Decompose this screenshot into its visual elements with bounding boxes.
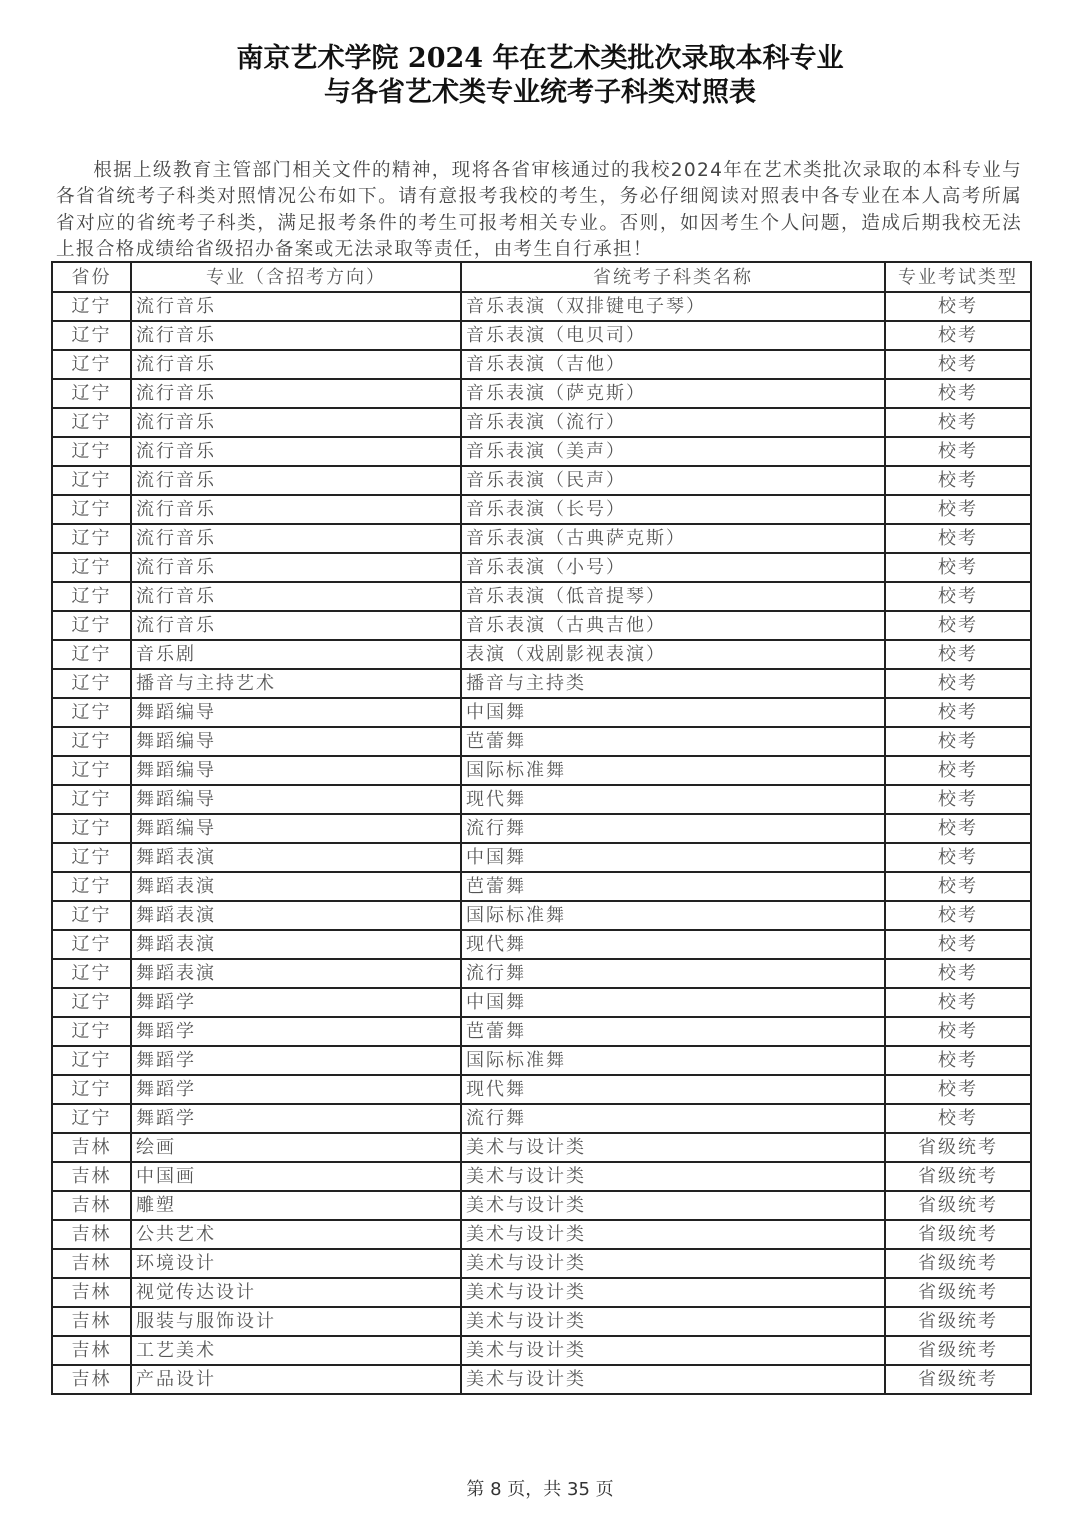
cell-exam-type: 校考 xyxy=(885,524,1031,553)
cell-major: 工艺美术 xyxy=(131,1336,461,1365)
cell-major: 舞蹈学 xyxy=(131,1046,461,1075)
cell-exam-type: 省级统考 xyxy=(885,1249,1031,1278)
cell-subject: 国际标准舞 xyxy=(461,901,885,930)
cell-province: 辽宁 xyxy=(52,1104,131,1133)
cell-exam-type: 校考 xyxy=(885,959,1031,988)
cell-major: 舞蹈表演 xyxy=(131,843,461,872)
cell-subject: 音乐表演（美声） xyxy=(461,437,885,466)
cell-subject: 音乐表演（电贝司） xyxy=(461,321,885,350)
cell-province: 吉林 xyxy=(52,1162,131,1191)
table-row xyxy=(52,379,1031,408)
cell-exam-type: 校考 xyxy=(885,698,1031,727)
cell-subject: 国际标准舞 xyxy=(461,1046,885,1075)
cell-exam-type: 省级统考 xyxy=(885,1162,1031,1191)
cell-province: 辽宁 xyxy=(52,582,131,611)
cell-exam-type: 校考 xyxy=(885,553,1031,582)
cell-exam-type: 校考 xyxy=(885,466,1031,495)
document-title-line-2: 与各省艺术类专业统考子科类对照表 xyxy=(324,77,756,108)
cell-major: 流行音乐 xyxy=(131,466,461,495)
table-row xyxy=(52,1162,1031,1191)
cell-province: 辽宁 xyxy=(52,930,131,959)
cell-exam-type: 校考 xyxy=(885,1017,1031,1046)
table-row xyxy=(52,1336,1031,1365)
table-row xyxy=(52,640,1031,669)
cell-major: 流行音乐 xyxy=(131,524,461,553)
cell-major: 流行音乐 xyxy=(131,582,461,611)
table-row xyxy=(52,350,1031,379)
cell-province: 辽宁 xyxy=(52,292,131,321)
cell-major: 舞蹈编导 xyxy=(131,785,461,814)
cell-subject: 音乐表演（民声） xyxy=(461,466,885,495)
table-row xyxy=(52,1133,1031,1162)
cell-province: 辽宁 xyxy=(52,901,131,930)
table-row xyxy=(52,756,1031,785)
cell-major: 舞蹈编导 xyxy=(131,698,461,727)
cell-exam-type: 校考 xyxy=(885,437,1031,466)
intro-paragraph: 根据上级教育主管部门相关文件的精神，现将各省审核通过的我校2024年在艺术类批次录取的本科专业与各省省统考子科类对照情况公布如下。请有意报考我校的考生，务必仔细阅读对照表中各专业在本人高考所属省对应的省统考子科类，满足报考条件的考生可报考相关专业。否则，如因考生个人问题，造成后期我校无法上报合格成绩给省级招办备案或无法录取等责任，由考生自行承担！ xyxy=(56,159,1022,261)
cell-major: 流行音乐 xyxy=(131,611,461,640)
cell-exam-type: 校考 xyxy=(885,408,1031,437)
cell-subject: 中国舞 xyxy=(461,843,885,872)
cell-subject: 美术与设计类 xyxy=(461,1249,885,1278)
cell-exam-type: 校考 xyxy=(885,321,1031,350)
cell-province: 辽宁 xyxy=(52,495,131,524)
cell-province: 辽宁 xyxy=(52,785,131,814)
cell-subject: 芭蕾舞 xyxy=(461,727,885,756)
table-row xyxy=(52,524,1031,553)
cell-subject: 音乐表演（小号） xyxy=(461,553,885,582)
table-body xyxy=(52,292,1031,1394)
cell-subject: 流行舞 xyxy=(461,959,885,988)
cell-subject: 播音与主持类 xyxy=(461,669,885,698)
cell-major: 流行音乐 xyxy=(131,437,461,466)
table-row xyxy=(52,785,1031,814)
cell-subject: 美术与设计类 xyxy=(461,1307,885,1336)
cell-major: 舞蹈学 xyxy=(131,1075,461,1104)
cell-exam-type: 校考 xyxy=(885,379,1031,408)
cell-province: 辽宁 xyxy=(52,814,131,843)
cell-province: 辽宁 xyxy=(52,843,131,872)
header-exam-type: 专业考试类型 xyxy=(885,262,1031,292)
cell-province: 辽宁 xyxy=(52,408,131,437)
cell-exam-type: 校考 xyxy=(885,872,1031,901)
cell-subject: 芭蕾舞 xyxy=(461,1017,885,1046)
cell-exam-type: 校考 xyxy=(885,843,1031,872)
cell-subject: 现代舞 xyxy=(461,785,885,814)
cell-exam-type: 校考 xyxy=(885,814,1031,843)
table-row xyxy=(52,872,1031,901)
cell-exam-type: 校考 xyxy=(885,1104,1031,1133)
cell-major: 产品设计 xyxy=(131,1365,461,1394)
cell-subject: 音乐表演（吉他） xyxy=(461,350,885,379)
cell-subject: 国际标准舞 xyxy=(461,756,885,785)
cell-exam-type: 校考 xyxy=(885,785,1031,814)
cell-exam-type: 校考 xyxy=(885,1075,1031,1104)
cell-province: 辽宁 xyxy=(52,988,131,1017)
cell-subject: 音乐表演（萨克斯） xyxy=(461,379,885,408)
cell-subject: 现代舞 xyxy=(461,1075,885,1104)
cell-subject: 美术与设计类 xyxy=(461,1336,885,1365)
cell-major: 舞蹈编导 xyxy=(131,814,461,843)
cell-province: 辽宁 xyxy=(52,466,131,495)
table-row xyxy=(52,959,1031,988)
cell-exam-type: 省级统考 xyxy=(885,1278,1031,1307)
table-row xyxy=(52,1075,1031,1104)
table-row xyxy=(52,727,1031,756)
table-row xyxy=(52,814,1031,843)
table-row xyxy=(52,1249,1031,1278)
cell-major: 视觉传达设计 xyxy=(131,1278,461,1307)
cell-exam-type: 校考 xyxy=(885,640,1031,669)
cell-subject: 中国舞 xyxy=(461,698,885,727)
cell-major: 舞蹈学 xyxy=(131,1017,461,1046)
cell-exam-type: 校考 xyxy=(885,1046,1031,1075)
cell-province: 吉林 xyxy=(52,1307,131,1336)
cell-subject: 音乐表演（低音提琴） xyxy=(461,582,885,611)
cell-province: 吉林 xyxy=(52,1365,131,1394)
cell-province: 辽宁 xyxy=(52,350,131,379)
cell-province: 辽宁 xyxy=(52,872,131,901)
cell-major: 雕塑 xyxy=(131,1191,461,1220)
header-province: 省份 xyxy=(52,262,131,292)
header-major: 专业（含招考方向） xyxy=(131,262,461,292)
cell-major: 公共艺术 xyxy=(131,1220,461,1249)
cell-major: 流行音乐 xyxy=(131,553,461,582)
table-row xyxy=(52,1278,1031,1307)
cell-major: 流行音乐 xyxy=(131,379,461,408)
cell-province: 辽宁 xyxy=(52,756,131,785)
cell-exam-type: 校考 xyxy=(885,292,1031,321)
table-row xyxy=(52,669,1031,698)
cell-exam-type: 校考 xyxy=(885,988,1031,1017)
cell-major: 流行音乐 xyxy=(131,292,461,321)
cell-subject: 音乐表演（流行） xyxy=(461,408,885,437)
cell-subject: 表演（戏剧影视表演） xyxy=(461,640,885,669)
table-row xyxy=(52,698,1031,727)
cell-exam-type: 校考 xyxy=(885,669,1031,698)
cell-subject: 音乐表演（古典萨克斯） xyxy=(461,524,885,553)
table-row xyxy=(52,408,1031,437)
table-row xyxy=(52,1017,1031,1046)
table-row xyxy=(52,901,1031,930)
cell-major: 舞蹈表演 xyxy=(131,959,461,988)
document-title-line-1: 南京艺术学院 2024 年在艺术类批次录取本科专业 xyxy=(236,43,844,74)
cell-province: 吉林 xyxy=(52,1278,131,1307)
cell-exam-type: 校考 xyxy=(885,611,1031,640)
cell-exam-type: 省级统考 xyxy=(885,1133,1031,1162)
cell-subject: 音乐表演（古典吉他） xyxy=(461,611,885,640)
cell-major: 音乐剧 xyxy=(131,640,461,669)
cell-province: 辽宁 xyxy=(52,727,131,756)
cell-major: 服装与服饰设计 xyxy=(131,1307,461,1336)
cell-province: 辽宁 xyxy=(52,1046,131,1075)
table-row xyxy=(52,553,1031,582)
table-row xyxy=(52,582,1031,611)
cell-province: 辽宁 xyxy=(52,553,131,582)
cell-exam-type: 校考 xyxy=(885,495,1031,524)
major-subject-mapping-table xyxy=(51,261,1032,1395)
table-row xyxy=(52,292,1031,321)
table-row xyxy=(52,988,1031,1017)
table-row xyxy=(52,437,1031,466)
cell-major: 流行音乐 xyxy=(131,350,461,379)
cell-exam-type: 校考 xyxy=(885,901,1031,930)
header-subject: 省统考子科类名称 xyxy=(461,262,885,292)
cell-province: 吉林 xyxy=(52,1133,131,1162)
cell-province: 辽宁 xyxy=(52,959,131,988)
cell-exam-type: 校考 xyxy=(885,727,1031,756)
cell-exam-type: 省级统考 xyxy=(885,1191,1031,1220)
cell-major: 舞蹈编导 xyxy=(131,727,461,756)
page-number: 第 8 页，共 35 页 xyxy=(466,1479,614,1500)
cell-subject: 中国舞 xyxy=(461,988,885,1017)
cell-major: 流行音乐 xyxy=(131,321,461,350)
table-header-row xyxy=(52,262,1031,292)
cell-exam-type: 省级统考 xyxy=(885,1365,1031,1394)
table-row xyxy=(52,1104,1031,1133)
cell-province: 辽宁 xyxy=(52,640,131,669)
cell-subject: 美术与设计类 xyxy=(461,1365,885,1394)
cell-major: 流行音乐 xyxy=(131,495,461,524)
table-row xyxy=(52,1046,1031,1075)
cell-subject: 美术与设计类 xyxy=(461,1220,885,1249)
cell-exam-type: 省级统考 xyxy=(885,1336,1031,1365)
cell-major: 中国画 xyxy=(131,1162,461,1191)
cell-exam-type: 校考 xyxy=(885,756,1031,785)
table-row xyxy=(52,466,1031,495)
table-row xyxy=(52,495,1031,524)
cell-province: 吉林 xyxy=(52,1191,131,1220)
table-row xyxy=(52,843,1031,872)
cell-province: 辽宁 xyxy=(52,669,131,698)
cell-province: 辽宁 xyxy=(52,379,131,408)
cell-major: 舞蹈表演 xyxy=(131,930,461,959)
cell-province: 吉林 xyxy=(52,1336,131,1365)
cell-province: 辽宁 xyxy=(52,321,131,350)
cell-exam-type: 省级统考 xyxy=(885,1220,1031,1249)
cell-exam-type: 校考 xyxy=(885,582,1031,611)
cell-major: 舞蹈学 xyxy=(131,1104,461,1133)
cell-subject: 音乐表演（长号） xyxy=(461,495,885,524)
table-row xyxy=(52,1365,1031,1394)
cell-exam-type: 校考 xyxy=(885,930,1031,959)
cell-major: 环境设计 xyxy=(131,1249,461,1278)
cell-major: 舞蹈编导 xyxy=(131,756,461,785)
cell-subject: 流行舞 xyxy=(461,814,885,843)
cell-subject: 美术与设计类 xyxy=(461,1162,885,1191)
cell-province: 辽宁 xyxy=(52,524,131,553)
cell-province: 吉林 xyxy=(52,1249,131,1278)
cell-province: 辽宁 xyxy=(52,1075,131,1104)
cell-subject: 芭蕾舞 xyxy=(461,872,885,901)
table-row xyxy=(52,1191,1031,1220)
cell-major: 舞蹈学 xyxy=(131,988,461,1017)
cell-province: 辽宁 xyxy=(52,698,131,727)
cell-subject: 美术与设计类 xyxy=(461,1278,885,1307)
cell-major: 播音与主持艺术 xyxy=(131,669,461,698)
cell-exam-type: 省级统考 xyxy=(885,1307,1031,1336)
table-row xyxy=(52,1307,1031,1336)
cell-province: 辽宁 xyxy=(52,437,131,466)
cell-subject: 美术与设计类 xyxy=(461,1133,885,1162)
cell-province: 辽宁 xyxy=(52,611,131,640)
cell-subject: 美术与设计类 xyxy=(461,1191,885,1220)
cell-major: 流行音乐 xyxy=(131,408,461,437)
cell-subject: 现代舞 xyxy=(461,930,885,959)
cell-major: 舞蹈表演 xyxy=(131,901,461,930)
cell-subject: 音乐表演（双排键电子琴） xyxy=(461,292,885,321)
table-row xyxy=(52,1220,1031,1249)
cell-province: 吉林 xyxy=(52,1220,131,1249)
cell-major: 绘画 xyxy=(131,1133,461,1162)
cell-major: 舞蹈表演 xyxy=(131,872,461,901)
table-row xyxy=(52,930,1031,959)
cell-exam-type: 校考 xyxy=(885,350,1031,379)
table-row xyxy=(52,611,1031,640)
cell-subject: 流行舞 xyxy=(461,1104,885,1133)
table-row xyxy=(52,321,1031,350)
cell-province: 辽宁 xyxy=(52,1017,131,1046)
